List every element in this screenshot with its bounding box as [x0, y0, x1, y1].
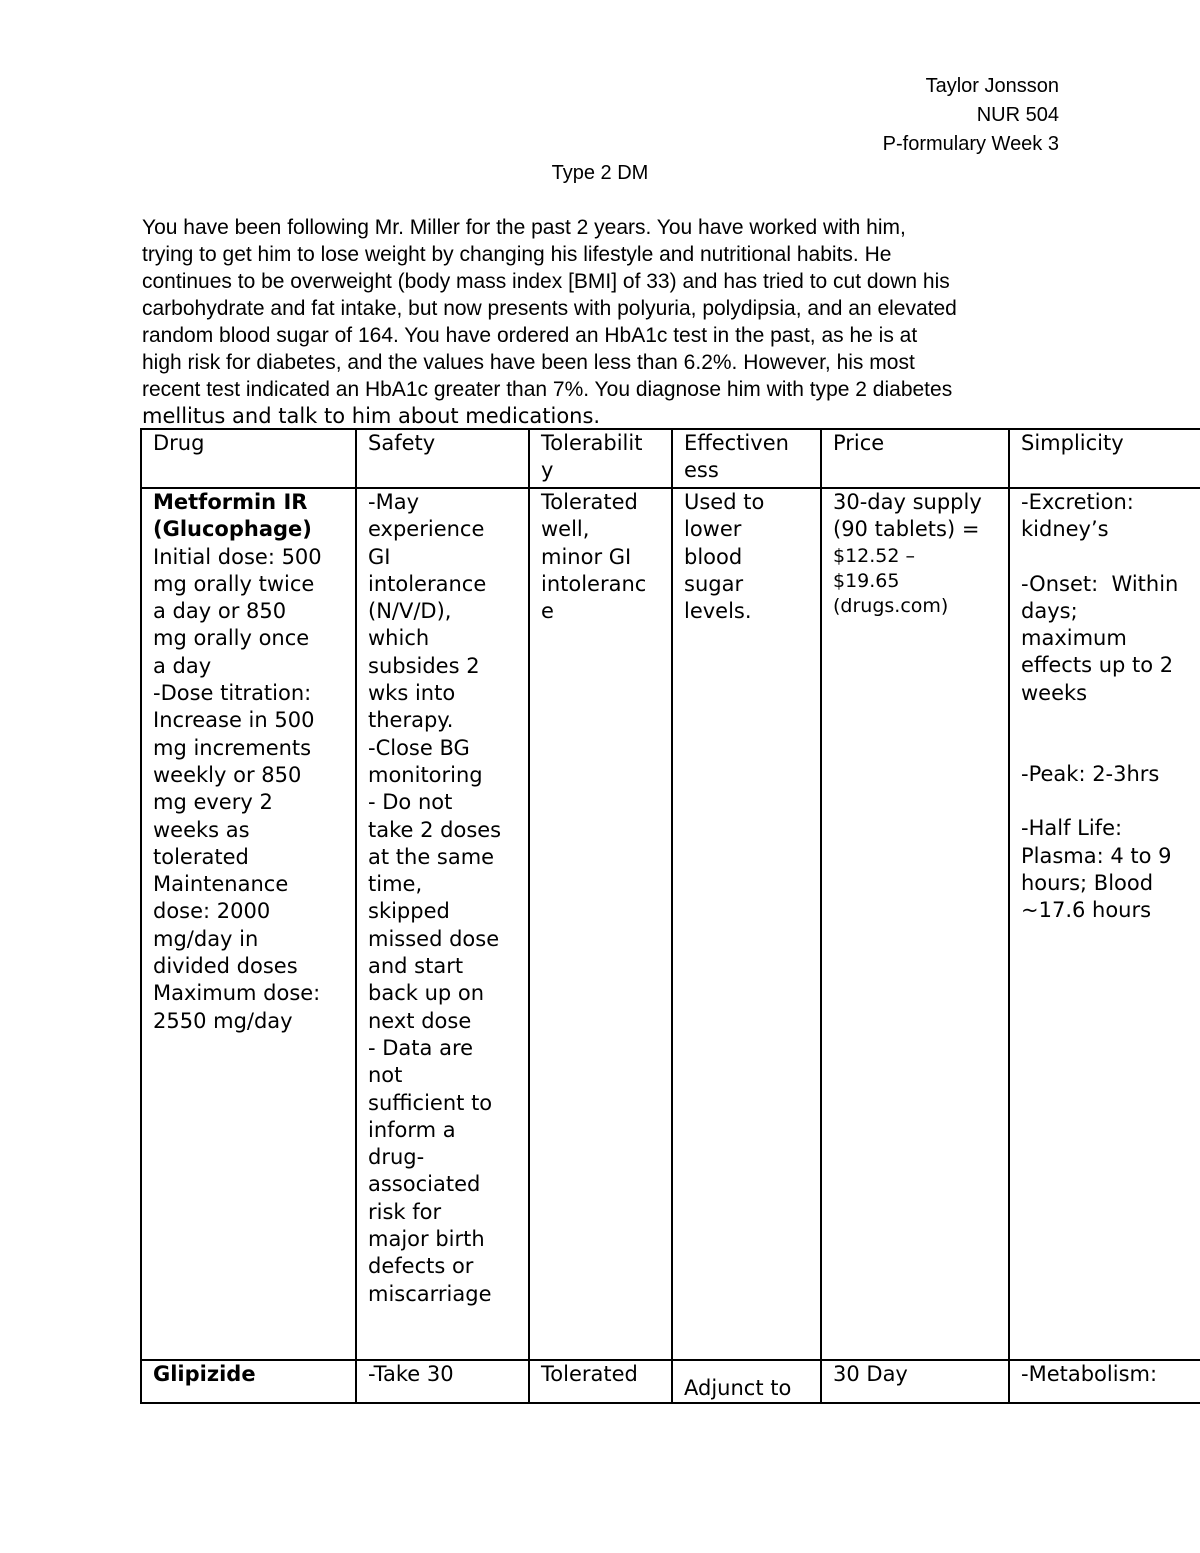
header-simplicity — [1009, 429, 1200, 488]
safety-line: defects or — [368, 1254, 474, 1279]
table-header-row — [141, 429, 1200, 488]
safety-line: monitoring — [368, 762, 483, 787]
safety-line: -Take 30 — [368, 1362, 454, 1386]
p-formulary-table — [140, 428, 1200, 1404]
intro-line: carbohydrate and fat intake, but now presents with polyuria, polydipsia, and an elevated — [142, 297, 957, 320]
safety-line: subsides 2 — [368, 653, 480, 678]
safety-line: major birth — [368, 1227, 485, 1252]
simplicity-line: days; — [1021, 598, 1078, 623]
header-text: y — [541, 458, 554, 483]
simplicity-line: maximum — [1021, 626, 1127, 651]
dosing-line: mg orally twice — [153, 571, 315, 596]
price-line: 30 Day — [833, 1362, 908, 1386]
safety-line: associated — [368, 1172, 481, 1197]
metformin-effectiveness-cell — [672, 488, 821, 1360]
effectiveness-line: blood — [684, 544, 743, 569]
metformin-tolerability-cell — [529, 488, 672, 1360]
simplicity-line: hours; Blood — [1021, 870, 1154, 895]
dosing-line: mg/day in — [153, 926, 259, 951]
safety-line: GI — [368, 544, 391, 569]
price-range-line: $12.52 – — [833, 544, 916, 567]
intro-line: random blood sugar of 164. You have ordered an HbA1c test in the past, as he is at — [142, 324, 918, 347]
dosing-line: 2550 mg/day — [153, 1008, 293, 1033]
safety-line: experience — [368, 517, 485, 542]
price-range-line: $19.65 — [833, 569, 900, 592]
tolerability-line: Tolerated — [541, 1362, 638, 1386]
effectiveness-line: sugar — [684, 571, 744, 596]
safety-line: next dose — [368, 1008, 472, 1033]
simplicity-line: weeks — [1021, 680, 1088, 705]
safety-line: inform a — [368, 1117, 456, 1142]
header-drug — [141, 429, 356, 488]
tolerability-line: e — [541, 599, 554, 624]
price-line: 30-day supply — [833, 490, 982, 514]
metformin-drug-cell — [141, 488, 356, 1360]
dosing-line: mg every 2 — [153, 790, 273, 815]
safety-line: drug- — [368, 1145, 425, 1170]
dosing-line: Initial dose: 500 — [153, 544, 322, 569]
dosing-line: weeks as — [153, 817, 250, 842]
blank-line — [1021, 788, 1200, 815]
glipizide-tolerability-cell — [529, 1360, 672, 1403]
intro-line: continues to be overweight (body mass index [BMI] of 33) and has tried to cut down his — [142, 270, 950, 293]
safety-line: wks into — [368, 681, 456, 706]
header-text: Effectiven — [684, 431, 789, 455]
safety-line: - Data are — [368, 1035, 474, 1060]
glipizide-safety-cell — [356, 1360, 529, 1403]
metformin-safety-cell — [356, 488, 529, 1360]
drug-name: (Glucophage) — [153, 517, 312, 542]
price-line: (90 tablets) = — [833, 517, 980, 542]
effectiveness-line: levels. — [684, 599, 752, 624]
safety-line: -Close BG — [368, 735, 470, 760]
header-text: ess — [684, 458, 719, 483]
document-title: Type 2 DM — [551, 162, 649, 184]
effectiveness-line: Adjunct to — [684, 1376, 792, 1400]
glipizide-drug-cell — [141, 1360, 356, 1403]
safety-line: therapy. — [368, 708, 454, 733]
simplicity-line: -Half Life: — [1021, 816, 1123, 841]
safety-line: at the same — [368, 844, 495, 869]
tolerability-line: well, — [541, 517, 590, 542]
safety-line: sufficient to — [368, 1090, 493, 1115]
dosing-line: Increase in 500 — [153, 708, 315, 733]
dosing-line: tolerated — [153, 844, 249, 869]
simplicity-line: Plasma: 4 to 9 — [1021, 843, 1172, 868]
safety-line: which — [368, 626, 430, 651]
glipizide-simplicity-cell — [1009, 1360, 1200, 1403]
header-safety — [356, 429, 529, 488]
effectiveness-line: lower — [684, 517, 742, 542]
case-scenario-paragraph — [142, 214, 1062, 430]
dosing-line: divided doses — [153, 954, 298, 979]
table-row — [141, 1360, 1200, 1403]
safety-line: -May — [368, 490, 419, 514]
intro-line: mellitus and talk to him about medications. — [142, 404, 601, 428]
header-tolerability — [529, 429, 672, 488]
dosing-line: a day or 850 — [153, 599, 287, 624]
glipizide-effectiveness-cell — [672, 1360, 821, 1403]
intro-line: recent test indicated an HbA1c greater than 7%. You diagnose him with type 2 diabetes — [142, 378, 953, 401]
simplicity-line: effects up to 2 — [1021, 653, 1174, 678]
dosing-line: a day — [153, 653, 212, 678]
safety-line: intolerance — [368, 571, 487, 596]
simplicity-line: kidney’s — [1021, 517, 1109, 542]
dosing-line: mg increments — [153, 735, 312, 760]
simplicity-line: ~17.6 hours — [1021, 898, 1152, 923]
dosing-line: -Dose titration: — [153, 681, 312, 706]
intro-line: high risk for diabetes, and the values have been less than 6.2%. However, his most — [142, 351, 915, 374]
simplicity-line: -Onset: Within — [1021, 571, 1179, 596]
safety-line: miscarriage — [368, 1281, 492, 1306]
metformin-price-cell — [821, 488, 1009, 1360]
course-code: NUR 504 — [976, 104, 1059, 126]
blank-line — [1021, 544, 1200, 571]
drug-name: Metformin IR — [153, 490, 308, 514]
tolerability-line: Tolerated — [541, 490, 638, 514]
table-row — [141, 488, 1200, 1360]
safety-line: (N/V/D), — [368, 599, 452, 624]
author-name: Taylor Jonsson — [925, 75, 1059, 97]
simplicity-line: -Excretion: — [1021, 490, 1134, 514]
safety-line: and start — [368, 954, 464, 979]
tolerability-line: minor GI — [541, 544, 632, 569]
price-source: (drugs.com) — [833, 594, 949, 617]
header-text: Drug — [153, 431, 205, 455]
safety-line: not — [368, 1063, 403, 1088]
dosing-line: mg orally once — [153, 626, 310, 651]
drug-name: Glipizide — [153, 1362, 256, 1386]
header-effectiveness — [672, 429, 821, 488]
header-price — [821, 429, 1009, 488]
safety-line: take 2 doses — [368, 817, 502, 842]
header-text: Safety — [368, 431, 436, 455]
effectiveness-line: Used to — [684, 490, 765, 514]
dosing-line: dose: 2000 — [153, 899, 271, 924]
safety-line: - Do not — [368, 790, 453, 815]
simplicity-line: -Metabolism: — [1021, 1362, 1158, 1386]
safety-line: risk for — [368, 1199, 442, 1224]
header-text: Price — [833, 431, 885, 455]
safety-line: skipped — [368, 899, 450, 924]
metformin-simplicity-cell — [1009, 488, 1200, 1360]
assignment-title: P-formulary Week 3 — [882, 133, 1059, 155]
intro-line: trying to get him to lose weight by changing his lifestyle and nutritional habits. He — [142, 243, 892, 266]
safety-line: back up on — [368, 981, 485, 1006]
safety-line: missed dose — [368, 926, 500, 951]
glipizide-price-cell — [821, 1360, 1009, 1403]
safety-line: time, — [368, 872, 423, 897]
simplicity-line: -Peak: 2-3hrs — [1021, 762, 1160, 787]
header-text: Tolerabilit — [541, 431, 643, 455]
dosing-line: Maintenance — [153, 872, 289, 897]
dosing-line: Maximum dose: — [153, 981, 321, 1006]
dosing-line: weekly or 850 — [153, 762, 302, 787]
intro-line: You have been following Mr. Miller for the past 2 years. You have worked with him, — [142, 216, 906, 239]
header-text: Simplicity — [1021, 431, 1124, 455]
blank-line — [1021, 707, 1200, 761]
tolerability-line: intoleranc — [541, 571, 647, 596]
